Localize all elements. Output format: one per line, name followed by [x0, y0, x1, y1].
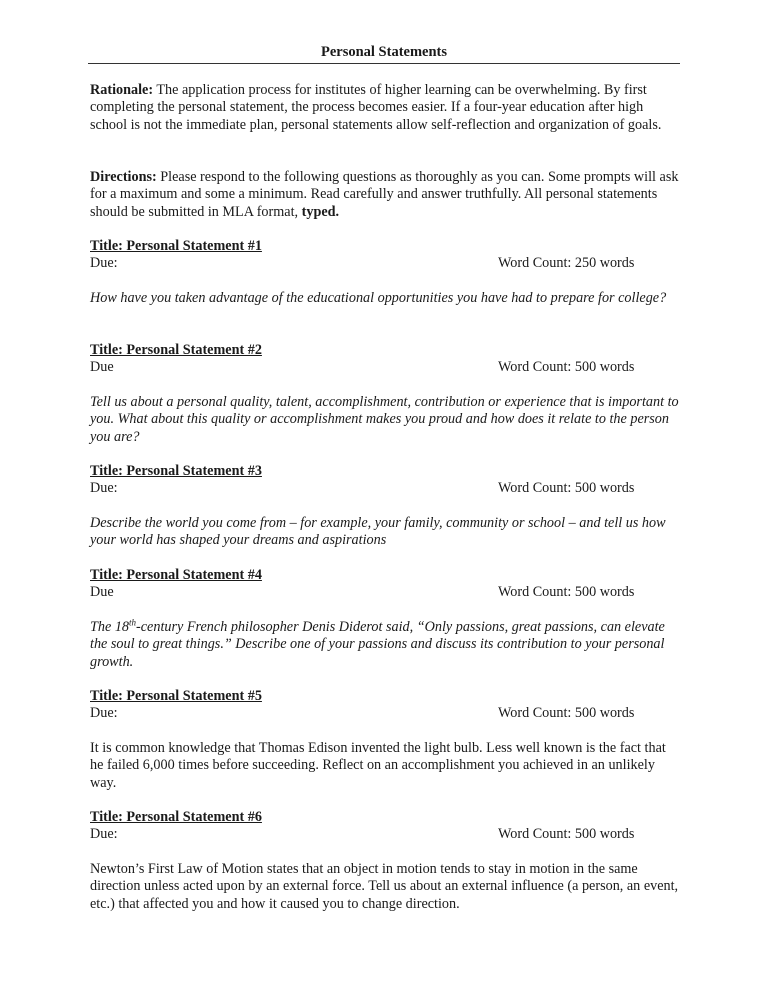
directions-label: Directions:	[90, 169, 157, 185]
statement-prompt: Tell us about a personal quality, talent, accomplishment, contribution or experience that is important to you. What about this quality or accomplishment makes you proud and how does it relate to the person you are?	[90, 393, 679, 445]
prompt-text: The 18	[90, 618, 130, 635]
rationale-text: The application process for institutes of higher learning can be overwhelming. By first completing the personal statement, the process becomes easier. If a four-year education after high school is not the immediate plan, personal statements allow self-reflection and organization of goals.	[90, 82, 662, 133]
statement-prompt: It is common knowledge that Thomas Edison invented the light bulb. Less well known is the fact that he failed 6,000 times before succeeding. Reflect on an accomplishment you achieved in an unlikely way.	[90, 739, 666, 791]
due-label: Due:	[90, 255, 118, 272]
statement-meta-row	[90, 359, 680, 376]
statement-section	[90, 688, 680, 792]
statement-prompt	[90, 619, 680, 671]
statement-title: Title: Personal Statement #3	[90, 463, 262, 479]
statement-title: Title: Personal Statement #6	[90, 809, 262, 825]
directions-text: Please respond to the following questions as thoroughly as you can. Some prompts will ask for a maximum and some a minimum. Read carefully and answer truthfully. All personal statements should be submitted in MLA format,	[90, 169, 679, 220]
statement-prompt: Describe the world you come from – for example, your family, community or school – and tell us how your world has shaped your dreams and aspirations	[90, 514, 666, 549]
statement-prompt: How have you taken advantage of the educational opportunities you have had to prepare for college?	[90, 289, 667, 306]
word-count: Word Count: 500 words	[498, 705, 635, 722]
statement-meta-row	[90, 584, 680, 601]
prompt-text: -century French philosopher Denis Diderot said, “Only passions, great passions, can elevate the soul to great things.” Describe one of your passions and discuss its contribution to your personal growth.	[90, 618, 665, 670]
directions-paragraph	[90, 169, 680, 221]
statement-section	[90, 342, 680, 446]
statement-section	[90, 238, 680, 307]
statement-section	[90, 809, 680, 913]
due-label: Due:	[90, 705, 118, 722]
statement-prompt: Newton’s First Law of Motion states that an object in motion tends to stay in motion in the same direction unless acted upon by an external force. Tell us about an external influence (a person, an event, etc.) that affected you and how it caused you to change direction.	[90, 860, 679, 912]
statement-title: Title: Personal Statement #5	[90, 688, 262, 704]
statement-section	[90, 463, 680, 550]
statement-title: Title: Personal Statement #4	[90, 567, 262, 583]
document-title: Personal Statements	[88, 44, 680, 64]
directions-emphasis: typed.	[301, 203, 340, 220]
statement-section	[90, 567, 680, 671]
rationale-paragraph	[90, 82, 680, 134]
word-count: Word Count: 500 words	[498, 480, 635, 497]
word-count: Word Count: 500 words	[498, 584, 635, 601]
due-label: Due	[90, 584, 114, 601]
due-label: Due:	[90, 480, 118, 497]
word-count: Word Count: 500 words	[498, 359, 635, 376]
ordinal-superscript: th	[129, 617, 137, 628]
word-count: Word Count: 500 words	[498, 826, 635, 843]
rationale-label: Rationale:	[90, 82, 154, 98]
word-count: Word Count: 250 words	[498, 255, 635, 272]
due-label: Due:	[90, 826, 118, 843]
statement-meta-row	[90, 480, 680, 497]
statement-title: Title: Personal Statement #2	[90, 342, 262, 358]
statement-meta-row	[90, 826, 680, 843]
statement-meta-row	[90, 255, 680, 272]
due-label: Due	[90, 359, 114, 376]
statement-meta-row	[90, 705, 680, 722]
statement-title: Title: Personal Statement #1	[90, 238, 262, 254]
